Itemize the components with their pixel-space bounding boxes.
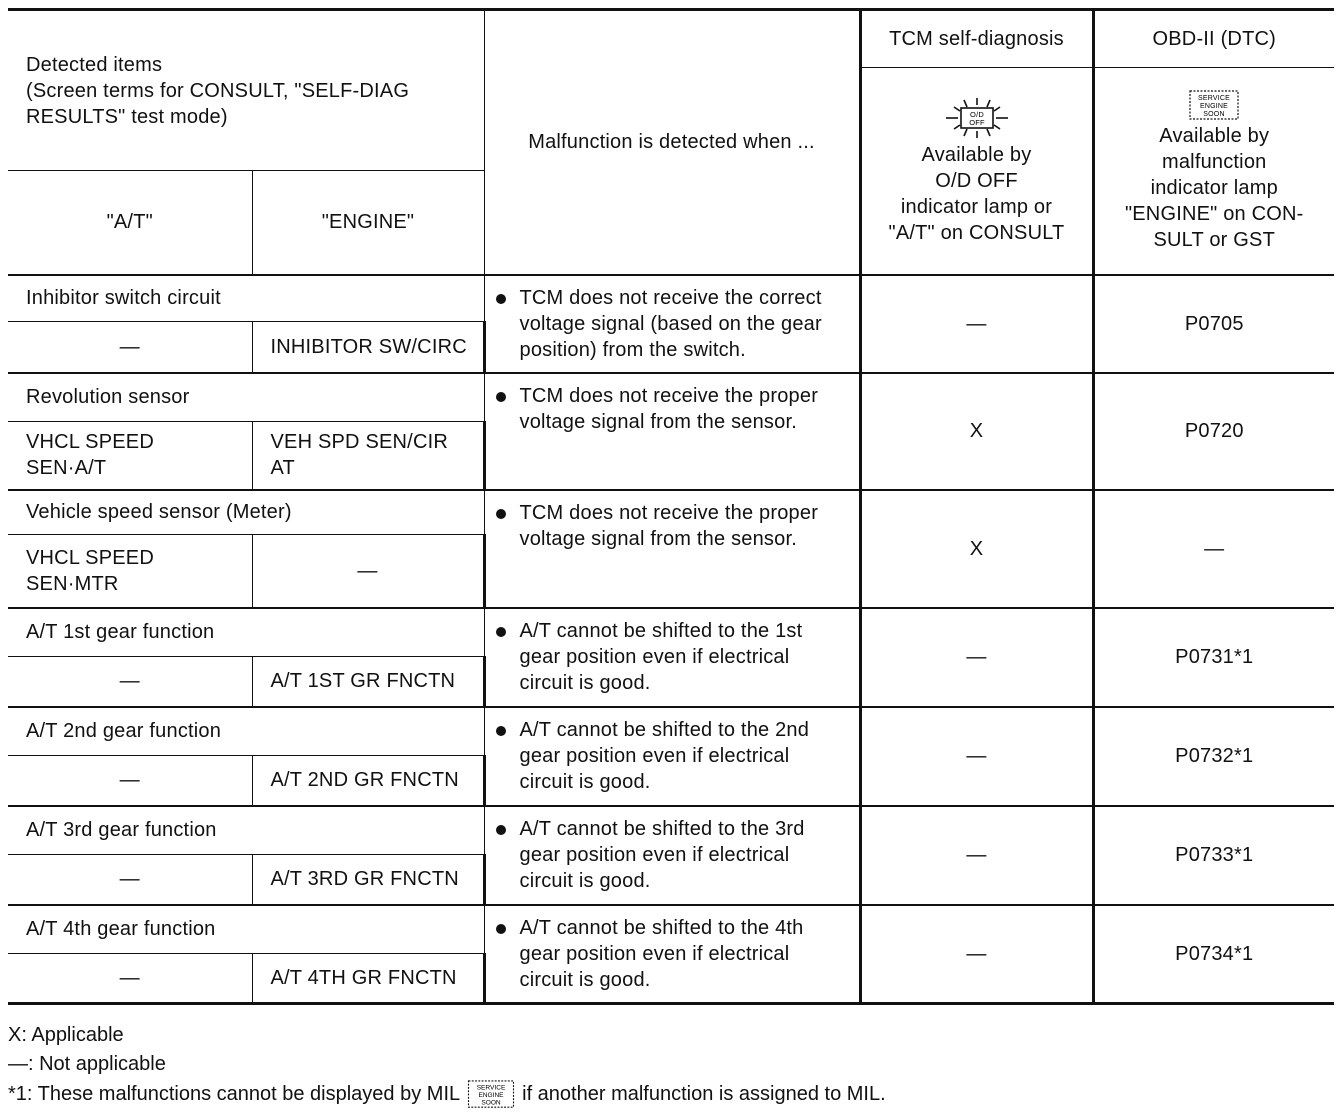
malfunction-cell bbox=[484, 806, 860, 905]
engine-term-cell: A/T 2ND GR FNCTN bbox=[252, 756, 484, 806]
malfunction-text bbox=[520, 915, 804, 993]
bullet-icon bbox=[496, 294, 506, 304]
header-row-1 bbox=[8, 10, 1334, 68]
tcm-cell: X bbox=[860, 490, 1093, 608]
malfunction-text bbox=[520, 717, 810, 795]
legend-notes bbox=[8, 1021, 886, 1109]
engine-term-cell: — bbox=[252, 535, 484, 608]
service-engine-soon-icon bbox=[466, 1079, 516, 1109]
detected-item-cell: Revolution sensor bbox=[8, 373, 484, 422]
service-engine-soon-icon bbox=[1188, 89, 1240, 121]
at-term-cell: VHCL SPEED SEN·A/T bbox=[8, 422, 252, 490]
obd-desc-cell: SERVICE ENGINE SOON Available by malfunction indicator lamp "ENGINE" on CON- SULT or GST bbox=[1093, 68, 1334, 275]
obd-dtc-cell: P0734*1 bbox=[1093, 905, 1334, 1004]
od-icon-text: O/D bbox=[969, 109, 984, 119]
malfunction-bullet bbox=[496, 816, 853, 894]
at-term-cell: — bbox=[8, 756, 252, 806]
detected-item-cell: Vehicle speed sensor (Meter) bbox=[8, 490, 484, 535]
engine-icon-text: ENGINE bbox=[478, 1091, 504, 1099]
malfunction-line: TCM does not receive the proper bbox=[519, 384, 819, 407]
malfunction-line: gear position even if electrical bbox=[519, 744, 790, 767]
malfunction-line: circuit is good. bbox=[519, 869, 651, 892]
malfunction-line: voltage signal from the sensor. bbox=[519, 527, 797, 550]
malfunction-line: voltage signal (based on the gear bbox=[519, 312, 822, 335]
tcm-cell: — bbox=[860, 707, 1093, 806]
dtc-table bbox=[8, 8, 1334, 1005]
obd-header: OBD-II (DTC) bbox=[1093, 10, 1334, 68]
note-footnote bbox=[8, 1079, 886, 1109]
malfunction-line: TCM does not receive the correct bbox=[519, 286, 822, 309]
malfunction-line: position) from the switch. bbox=[519, 338, 746, 361]
od-off-lamp-icon bbox=[936, 96, 1018, 140]
malfunction-line: A/T cannot be shifted to the 1st bbox=[519, 619, 803, 642]
detected-items-header: Detected items (Screen terms for CONSULT, "SELF-DIAG RESULTS" test mode) bbox=[8, 10, 484, 171]
tcm-cell: X bbox=[860, 373, 1093, 490]
tcm-cell: — bbox=[860, 905, 1093, 1004]
soon-icon-text: SOON bbox=[1203, 110, 1225, 118]
engine-term-cell: A/T 4TH GR FNCTN bbox=[252, 954, 484, 1004]
engine-term-cell: A/T 3RD GR FNCTN bbox=[252, 855, 484, 905]
service-icon-text: SERVICE bbox=[476, 1084, 506, 1092]
table-row bbox=[8, 608, 1334, 657]
malfunction-bullet bbox=[496, 285, 853, 363]
malfunction-text bbox=[520, 500, 819, 552]
footnote-text-after: if another malfunction is assigned to MIL. bbox=[522, 1082, 886, 1105]
malfunction-line: A/T cannot be shifted to the 2nd bbox=[519, 718, 810, 741]
at-term-cell: — bbox=[8, 322, 252, 373]
table-row bbox=[8, 490, 1334, 535]
off-icon-text: OFF bbox=[968, 117, 985, 127]
detected-item-cell: A/T 2nd gear function bbox=[8, 707, 484, 756]
service-icon-text: SERVICE bbox=[1198, 94, 1231, 102]
engine-term-cell: INHIBITOR SW/CIRC bbox=[252, 322, 484, 373]
obd-dtc-cell: — bbox=[1093, 490, 1334, 608]
malfunction-bullet bbox=[496, 717, 853, 795]
malfunction-bullet bbox=[496, 383, 853, 435]
malfunction-line: gear position even if electrical bbox=[519, 645, 790, 668]
malfunction-text bbox=[520, 816, 805, 894]
malfunction-cell bbox=[484, 707, 860, 806]
table-row bbox=[8, 275, 1334, 322]
detected-item-cell: A/T 4th gear function bbox=[8, 905, 484, 954]
engine-term-cell: VEH SPD SEN/CIR AT bbox=[252, 422, 484, 490]
malfunction-line: voltage signal from the sensor. bbox=[519, 410, 797, 433]
note-applicable: X: Applicable bbox=[8, 1024, 124, 1046]
malfunction-line: gear position even if electrical bbox=[519, 843, 790, 866]
malfunction-bullet bbox=[496, 500, 853, 552]
obd-dtc-cell: P0720 bbox=[1093, 373, 1334, 490]
malfunction-line: circuit is good. bbox=[519, 968, 651, 991]
obd-dtc-cell: P0732*1 bbox=[1093, 707, 1334, 806]
table-row bbox=[8, 373, 1334, 422]
malfunction-cell bbox=[484, 373, 860, 490]
soon-icon-text: SOON bbox=[481, 1099, 501, 1107]
malfunction-cell bbox=[484, 275, 860, 373]
malfunction-bullet bbox=[496, 915, 853, 993]
malfunction-header: Malfunction is detected when ... bbox=[484, 10, 860, 275]
at-term-cell: — bbox=[8, 855, 252, 905]
bullet-icon bbox=[496, 392, 506, 402]
detected-item-cell: A/T 3rd gear function bbox=[8, 806, 484, 855]
bullet-icon bbox=[496, 825, 506, 835]
tcm-cell: — bbox=[860, 608, 1093, 707]
detected-item-cell: Inhibitor switch circuit bbox=[8, 275, 484, 322]
note-not-applicable: —: Not applicable bbox=[8, 1053, 166, 1075]
tcm-header: TCM self-diagnosis bbox=[860, 10, 1093, 68]
malfunction-line: A/T cannot be shifted to the 4th bbox=[519, 916, 804, 939]
malfunction-text bbox=[520, 618, 803, 696]
malfunction-cell bbox=[484, 608, 860, 707]
malfunction-line: A/T cannot be shifted to the 3rd bbox=[519, 817, 805, 840]
engine-column-header: "ENGINE" bbox=[252, 171, 484, 275]
malfunction-bullet bbox=[496, 618, 853, 696]
engine-icon-text: ENGINE bbox=[1200, 102, 1229, 110]
table-row bbox=[8, 806, 1334, 855]
table-row bbox=[8, 707, 1334, 756]
obd-dtc-cell: P0705 bbox=[1093, 275, 1334, 373]
engine-term-cell: A/T 1ST GR FNCTN bbox=[252, 657, 484, 707]
tcm-desc-cell: O/D OFF Available by O/D OFF indicator lamp or "A/T" on CONSULT bbox=[860, 68, 1093, 275]
malfunction-text bbox=[520, 285, 822, 363]
obd-dtc-cell: P0733*1 bbox=[1093, 806, 1334, 905]
bullet-icon bbox=[496, 726, 506, 736]
at-term-cell: — bbox=[8, 954, 252, 1004]
footnote-text-before: *1: These malfunctions cannot be displayed by MIL bbox=[8, 1082, 461, 1105]
bullet-icon bbox=[496, 627, 506, 637]
malfunction-cell bbox=[484, 905, 860, 1004]
tcm-cell: — bbox=[860, 806, 1093, 905]
malfunction-line: circuit is good. bbox=[519, 770, 651, 793]
at-term-cell: — bbox=[8, 657, 252, 707]
malfunction-cell bbox=[484, 490, 860, 608]
obd-dtc-cell: P0731*1 bbox=[1093, 608, 1334, 707]
malfunction-text bbox=[520, 383, 819, 435]
at-term-cell: VHCL SPEED SEN·MTR bbox=[8, 535, 252, 608]
table-row bbox=[8, 905, 1334, 954]
bullet-icon bbox=[496, 509, 506, 519]
malfunction-line: circuit is good. bbox=[519, 671, 651, 694]
malfunction-line: TCM does not receive the proper bbox=[519, 501, 819, 524]
malfunction-line: gear position even if electrical bbox=[519, 942, 790, 965]
bullet-icon bbox=[496, 924, 506, 934]
tcm-cell: — bbox=[860, 275, 1093, 373]
at-column-header: "A/T" bbox=[8, 171, 252, 275]
detected-item-cell: A/T 1st gear function bbox=[8, 608, 484, 657]
